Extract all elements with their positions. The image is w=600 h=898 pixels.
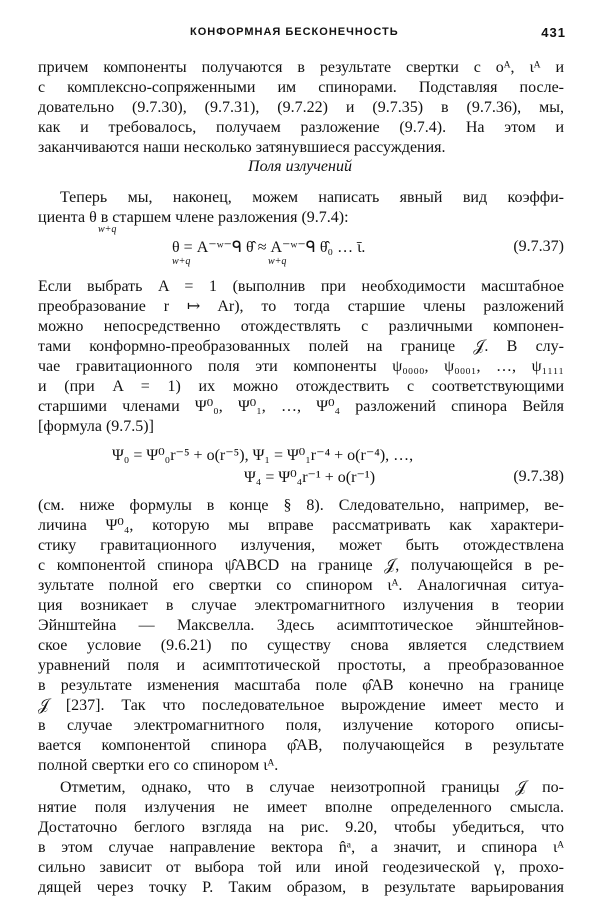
text-line: старшими членами Ψ⁰₀, Ψ⁰₁, …, Ψ⁰₄ разложений спинора Вейля (38, 398, 564, 415)
text-line: Если выбрать A = 1 (выполнив при необходимости масштабное (38, 278, 564, 295)
text-line: и (при A = 1) их можно отождествить с соответствующими (38, 378, 564, 395)
equation-9-7-38-line2: Ψ₄ = Ψ⁰₄r⁻¹ + o(r⁻¹) (244, 469, 376, 486)
text-line: Эйнштейна — Максвелла. Здесь асимптотическое эйнштейнов- (38, 617, 564, 634)
text-line: вается компонентой спинора φ̂AB, получающейся в результате (38, 737, 564, 754)
text-line: зультате полной его свертки со спинором ιᴬ. Аналогичная ситуа- (38, 577, 564, 594)
text-line: ское условие (9.6.21) по существу снова является следствием (38, 637, 564, 654)
text-line: чае гравитационного поля эти компоненты ψ₀₀₀₀, ψ₀₀₀₁, …, ψ₁₁₁₁ (38, 358, 564, 375)
text-line: в случае электромагнитного поля, излучение которого описы- (38, 717, 564, 734)
equation-number: (9.7.37) (513, 238, 564, 255)
text-line: полной свертки его со спинором ιᴬ. (38, 757, 279, 774)
text-line: стику гравитационного излучения, может быть отождествлена (38, 537, 564, 554)
text-line: сильно зависит от выбора той или иной геодезической γ, прохо- (38, 859, 564, 876)
text-line: как и требовалось, получаем разложение (9.7.4). На этом и (38, 119, 564, 136)
text-line: циента θ в старшем члене разложения (9.7.4): (38, 209, 349, 226)
text-line: Достаточно беглого взгляда на рис. 9.20, чтобы убедиться, что (38, 819, 564, 836)
text-line: Теперь мы, наконец, можем написать явный вид коэффи- (60, 189, 564, 206)
text-line: ция возникает в случае электромагнитного излучения в теории (38, 597, 564, 614)
subscript-label: w+q (172, 256, 191, 267)
subscript-label: w+q (98, 224, 117, 235)
subscript-label: w+q (268, 256, 287, 267)
text-line: заканчиваются наши несколько затянувшиеся рассуждения. (38, 139, 446, 156)
page-number: 431 (541, 25, 566, 40)
text-line: в результате изменения масштаба поле φ̂AB конечно на границе (38, 677, 564, 694)
text-line: причем компоненты получаются в результате свертки с oᴬ, ιᴬ и (38, 59, 564, 76)
text-line: преобразование r ↦ Ar), то тогда старшие члены разложений (38, 298, 564, 315)
running-head: КОНФОРМНАЯ БЕСКОНЕЧНОСТЬ (190, 26, 399, 38)
text-line: нятие поля излучения не имеет вполне определенного смысла. (38, 799, 564, 816)
equation-9-7-38-line1: Ψ₀ = Ψ⁰₀r⁻⁵ + o(r⁻⁵), Ψ₁ = Ψ⁰₁r⁻⁴ + o(r⁻⁴), …, (112, 447, 414, 464)
text-line: Отметим, однако, что в случае неизотропной границы 𝒥 по- (60, 779, 564, 796)
text-line: тами конформно-преобразованных полей на границе 𝒥. В слу- (38, 338, 564, 355)
text-line: личина Ψ⁰₄, которую мы вправе рассматривать как характери- (38, 517, 564, 534)
text-line: дящей через точку P. Таким образом, в результате варьирования (38, 879, 564, 896)
equation-number: (9.7.38) (513, 468, 564, 485)
text-line: в этом случае направление вектора n̂ᵃ, а значит, и спинора ιᴬ (38, 839, 564, 856)
text-line: уравнений поля и асимптотической простоты, а преобразованное (38, 657, 564, 674)
text-line: 𝒥 [237]. Так что последовательное вырождение имеет место и (38, 697, 564, 714)
text-line: с компонентой спинора ψ̂ABCD на границе 𝒥, получающейся в ре- (38, 557, 564, 574)
text-line: довательно (9.7.30), (9.7.31), (9.7.22) и (9.7.35) в (9.7.36), мы, (38, 99, 564, 116)
text-line: [формула (9.7.5)] (38, 418, 154, 435)
text-line: можно непосредственно отождествлять с различными компонен- (38, 318, 564, 335)
equation-9-7-37: θ = A⁻ʷ⁻ᑫ θ̂ ≈ A⁻ʷ⁻ᑫ θ̂₀ … ῑ. (172, 239, 366, 256)
text-line: с комплексно-сопряженными им спинорами. Подставляя после- (38, 79, 564, 96)
text-line: (см. ниже формулы в конце § 8). Следовательно, например, ве- (38, 497, 564, 514)
section-title: Поля излучений (248, 158, 352, 175)
